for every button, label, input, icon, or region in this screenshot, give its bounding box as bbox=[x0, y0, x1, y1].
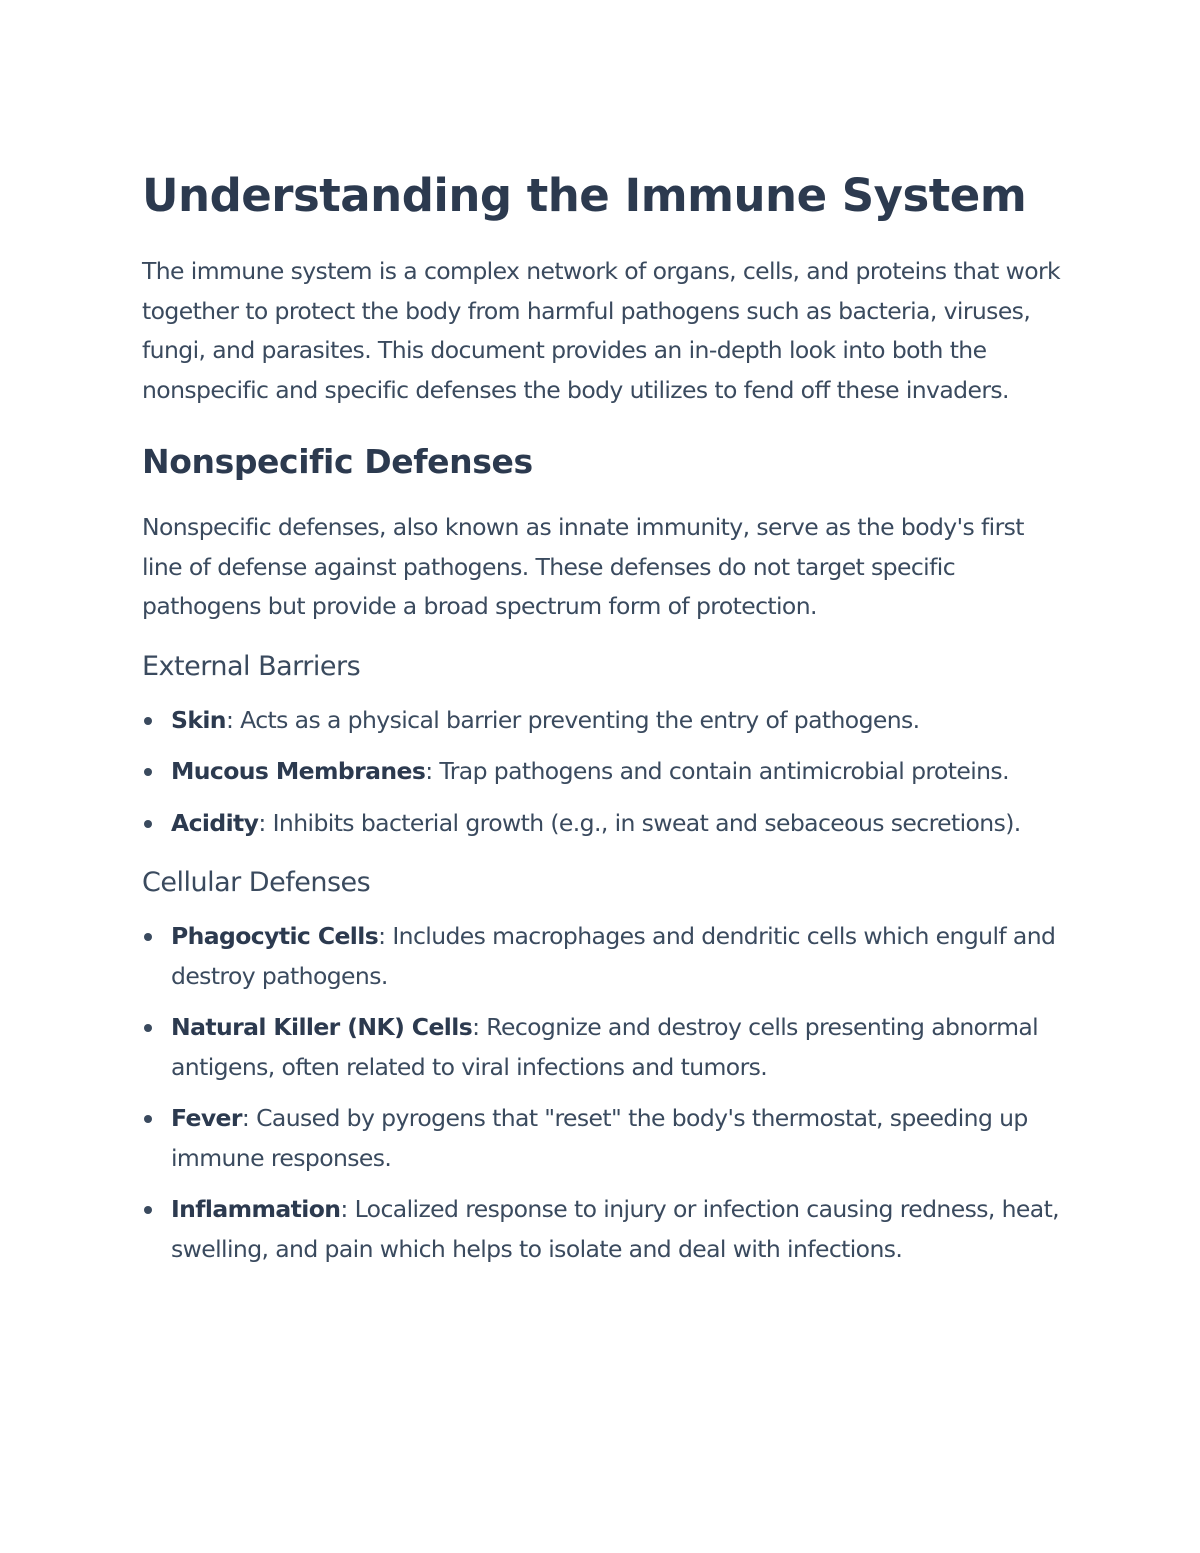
list-item-text: Trap pathogens and contain antimicrobial proteins. bbox=[432, 757, 1009, 785]
list-item-text: Acts as a physical barrier preventing the entry of pathogens. bbox=[233, 705, 920, 734]
list-item-text: Localized response to injury or infection causing redness, heat, swelling, and pain which helps to isolate and deal with infections. bbox=[171, 1195, 1060, 1263]
external-barriers-list bbox=[142, 701, 1067, 844]
list-item-term: Natural Killer (NK) Cells bbox=[171, 1013, 473, 1041]
bullet-icon bbox=[144, 820, 152, 828]
section-paragraph: Nonspecific defenses, also known as innate immunity, serve as the body's first line of defense against pathogens. These defenses do not target specific pathogens but provide a broad spectrum form of protection. bbox=[142, 513, 1024, 620]
list-item bbox=[142, 1008, 1067, 1087]
list-item-term: Inflammation bbox=[171, 1195, 341, 1223]
bullet-icon bbox=[144, 1024, 152, 1032]
list-item-term: Mucous Membranes bbox=[171, 757, 426, 785]
list-item-separator: : bbox=[472, 1013, 480, 1041]
list-item bbox=[142, 1099, 1067, 1178]
list-item-text: Caused by pyrogens that "reset" the body's thermostat, speeding up immune responses. bbox=[171, 1104, 1028, 1172]
list-item-text: Recognize and destroy cells presenting abnormal antigens, often related to viral infections and tumors. bbox=[171, 1013, 1039, 1081]
list-item-text: Includes macrophages and dendritic cells which engulf and destroy pathogens. bbox=[171, 922, 1056, 990]
bullet-icon bbox=[144, 717, 152, 725]
list-item-separator: : bbox=[378, 922, 386, 950]
list-item bbox=[142, 917, 1067, 996]
bullet-icon bbox=[144, 933, 152, 941]
list-item bbox=[142, 1190, 1067, 1269]
document-title: Understanding the Immune System bbox=[142, 169, 1027, 222]
bullet-icon bbox=[144, 768, 152, 776]
subsection-heading-cellular-defenses: Cellular Defenses bbox=[142, 867, 371, 898]
list-item bbox=[142, 752, 1067, 792]
list-item-separator: : bbox=[258, 808, 266, 837]
list-item-term: Fever bbox=[171, 1104, 242, 1132]
list-item bbox=[142, 804, 1067, 844]
list-item-separator: : bbox=[425, 757, 433, 785]
document-page bbox=[142, 168, 1067, 1281]
list-item-separator: : bbox=[340, 1195, 348, 1223]
section-heading: Nonspecific Defenses bbox=[142, 442, 533, 481]
intro-paragraph: The immune system is a complex network of organs, cells, and proteins that work together to protect the body from harmful pathogens such as bacteria, viruses, fungi, and parasites. This document provides an in-depth look into both the nonspecific and specific defenses the body utilizes to fend off these invaders. bbox=[142, 257, 1061, 404]
list-item-text: Inhibits bacterial growth (e.g., in sweat and sebaceous secretions). bbox=[265, 808, 1021, 837]
subsection-heading-external-barriers: External Barriers bbox=[142, 650, 361, 682]
list-item-term: Acidity bbox=[171, 808, 259, 837]
cellular-defenses-list bbox=[142, 917, 1067, 1269]
list-item-term: Phagocytic Cells bbox=[171, 922, 379, 950]
list-item-separator: : bbox=[225, 705, 234, 734]
list-item bbox=[142, 701, 1067, 741]
list-item-term: Skin bbox=[171, 705, 226, 734]
bullet-icon bbox=[144, 1206, 152, 1214]
list-item-separator: : bbox=[241, 1104, 250, 1132]
bullet-icon bbox=[144, 1115, 152, 1123]
